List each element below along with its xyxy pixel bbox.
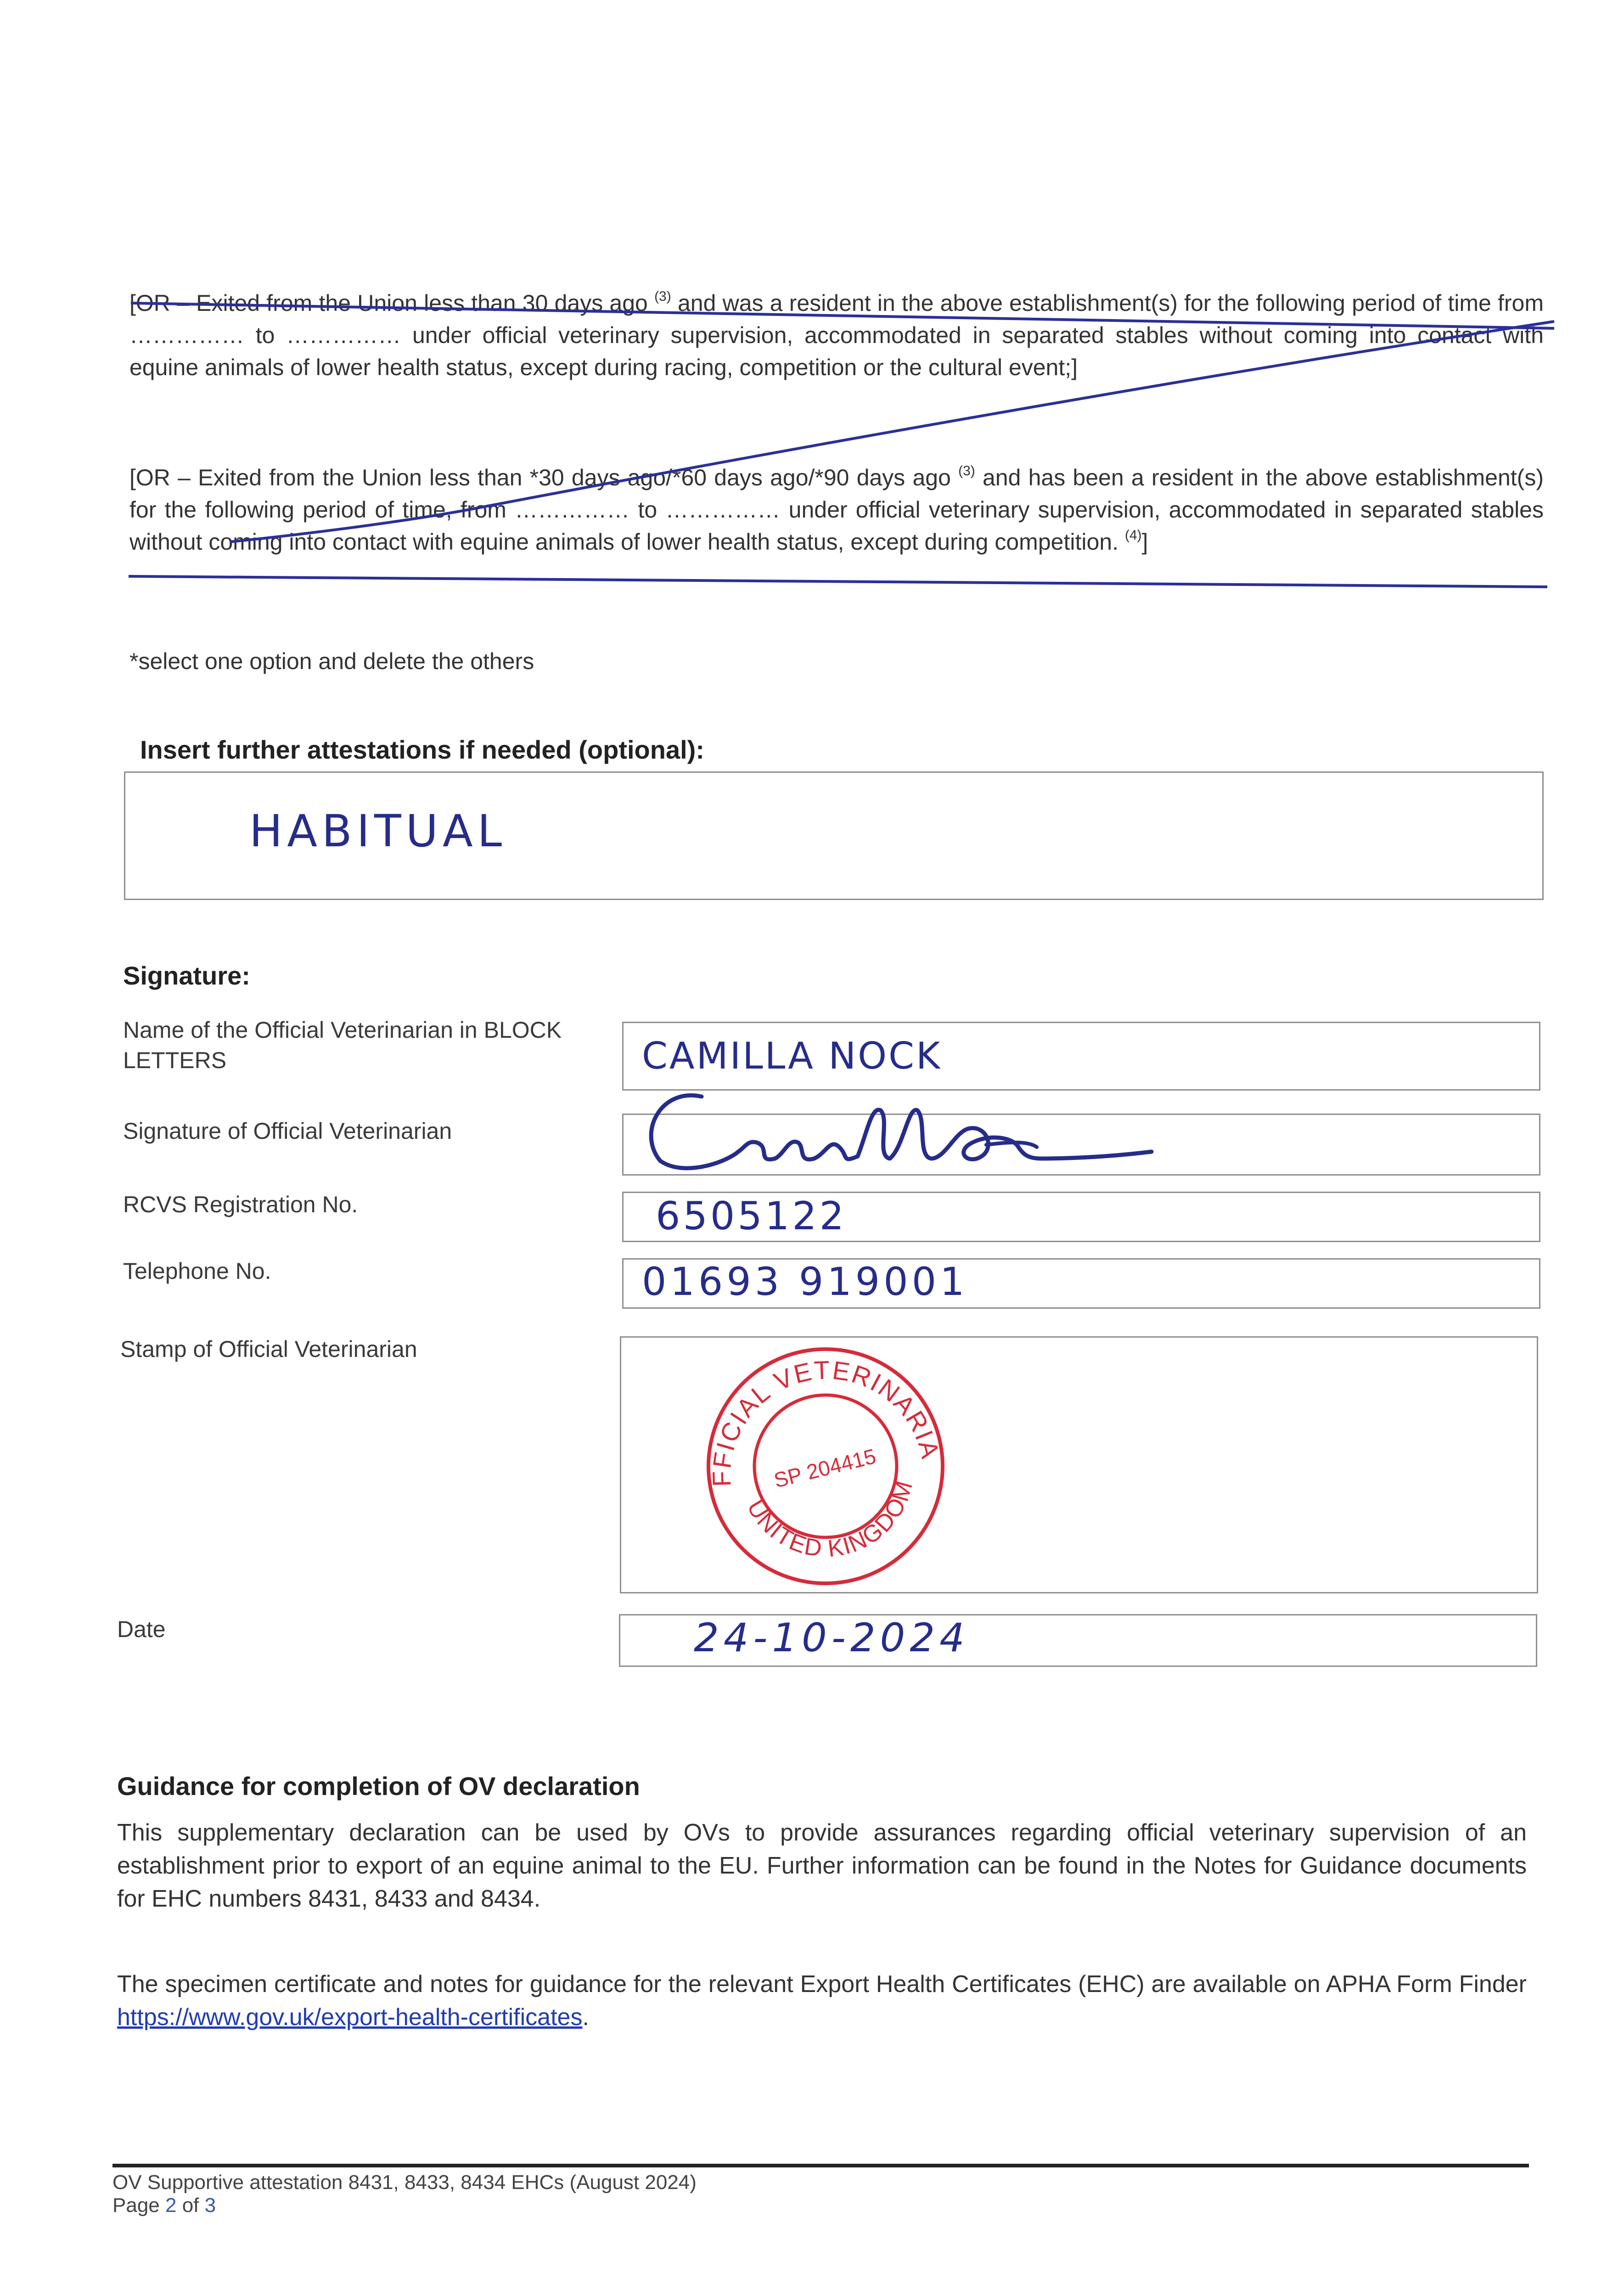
date-field[interactable] <box>619 1614 1537 1667</box>
footer-doc-title: OV Supportive attestation 8431, 8433, 8434 EHCs (August 2024) <box>112 2171 697 2194</box>
date-value: 24-10-2024 <box>694 1615 969 1661</box>
stamp-bottom-text: UNITED KINGDOM <box>742 1477 918 1563</box>
exit-multi-days-paragraph <box>129 461 1544 558</box>
page-current: 2 <box>165 2194 177 2217</box>
guidance-paragraph-1: This supplementary declaration can be used by OVs to provide assurances regarding official veterinary supervision of an establishment prior to export of an equine animal to the EU. Further information can be found in the Notes for Guidance documents for EHC numbers 8431, 8433 and 8434. <box>117 1819 1527 1912</box>
signature-heading: Signature: <box>123 961 250 990</box>
ov-signature-label: Signature of Official Veterinarian <box>123 1118 452 1144</box>
ov-name-value: CAMILLA NOCK <box>642 1035 942 1077</box>
further-attestations-value: HABITUAL <box>249 805 507 857</box>
official-vet-stamp <box>697 1338 954 1595</box>
page-prefix: Page <box>112 2194 165 2217</box>
exit-30-text-b: and was a resident in the above establishment(s) for the following period of time from …………… to …………… under official veterinary supervision, accommodated in separated stables without coming into contact with equine animals of lower health status, except during racing, competition or the cultural event;] <box>129 290 1544 380</box>
footnote-3-ref: (3) <box>654 289 671 304</box>
exit-30-days-paragraph <box>129 287 1544 383</box>
guidance-p2-text: The specimen certificate and notes for guidance for the relevant Export Health Certificates (EHC) are available on APHA Form Finder <box>117 1971 1527 1998</box>
footer-rule <box>112 2164 1529 2167</box>
exit-multi-text-b: and has been a resident in the above establishment(s) for the following period of time, from …………… to …………… under official veterinary supervision, accommodated in separated stables without coming into contact with equine animals of lower health status, except during competition. <box>129 465 1544 555</box>
rcvs-label: RCVS Registration No. <box>123 1192 358 1217</box>
ov-signature-field[interactable] <box>622 1114 1540 1176</box>
footnote-4-ref: (4) <box>1124 528 1142 543</box>
guidance-heading: Guidance for completion of OV declaration <box>117 1772 640 1801</box>
exit-30-text-a: [OR – Exited from the Union less than 30 days ago <box>129 290 655 316</box>
handwritten-signature <box>633 1078 1184 1179</box>
footer-page-number <box>112 2193 216 2218</box>
footnote-3-ref: (3) <box>958 463 975 478</box>
ov-name-label: Name of the Official Veterinarian in BLOCK LETTERS <box>123 1017 562 1073</box>
strike-line-bottom <box>129 576 1547 587</box>
rcvs-value: 6505122 <box>656 1193 847 1238</box>
page-total: 3 <box>204 2194 216 2217</box>
page-of: of <box>176 2194 205 2217</box>
stamp-label: Stamp of Official Veterinarian <box>120 1336 417 1362</box>
stamp-top-text: OFFICIAL VETERINARIAN <box>707 1355 945 1487</box>
guidance-p2-end: . <box>582 2004 589 2031</box>
stamp-field[interactable] <box>620 1336 1538 1593</box>
export-certificates-link[interactable]: https://www.gov.uk/export-health-certificates <box>117 2004 583 2031</box>
stamp-code: SP 204415 <box>771 1444 878 1492</box>
further-attestations-heading: Insert further attestations if needed (optional): <box>140 735 704 764</box>
exit-multi-text-a: [OR – Exited from the Union less than *30 days ago/*60 days ago/*90 days ago <box>129 465 959 490</box>
telephone-label: Telephone No. <box>123 1258 271 1284</box>
date-label: Date <box>117 1616 166 1642</box>
rcvs-field[interactable] <box>622 1192 1540 1242</box>
telephone-field[interactable] <box>622 1258 1540 1309</box>
exit-multi-text-c: ] <box>1141 529 1148 555</box>
guidance-paragraph-2 <box>117 1968 1527 2034</box>
select-option-note: *select one option and delete the others <box>129 648 534 674</box>
further-attestations-box[interactable] <box>124 771 1544 900</box>
telephone-value: 01693 919001 <box>642 1259 968 1304</box>
